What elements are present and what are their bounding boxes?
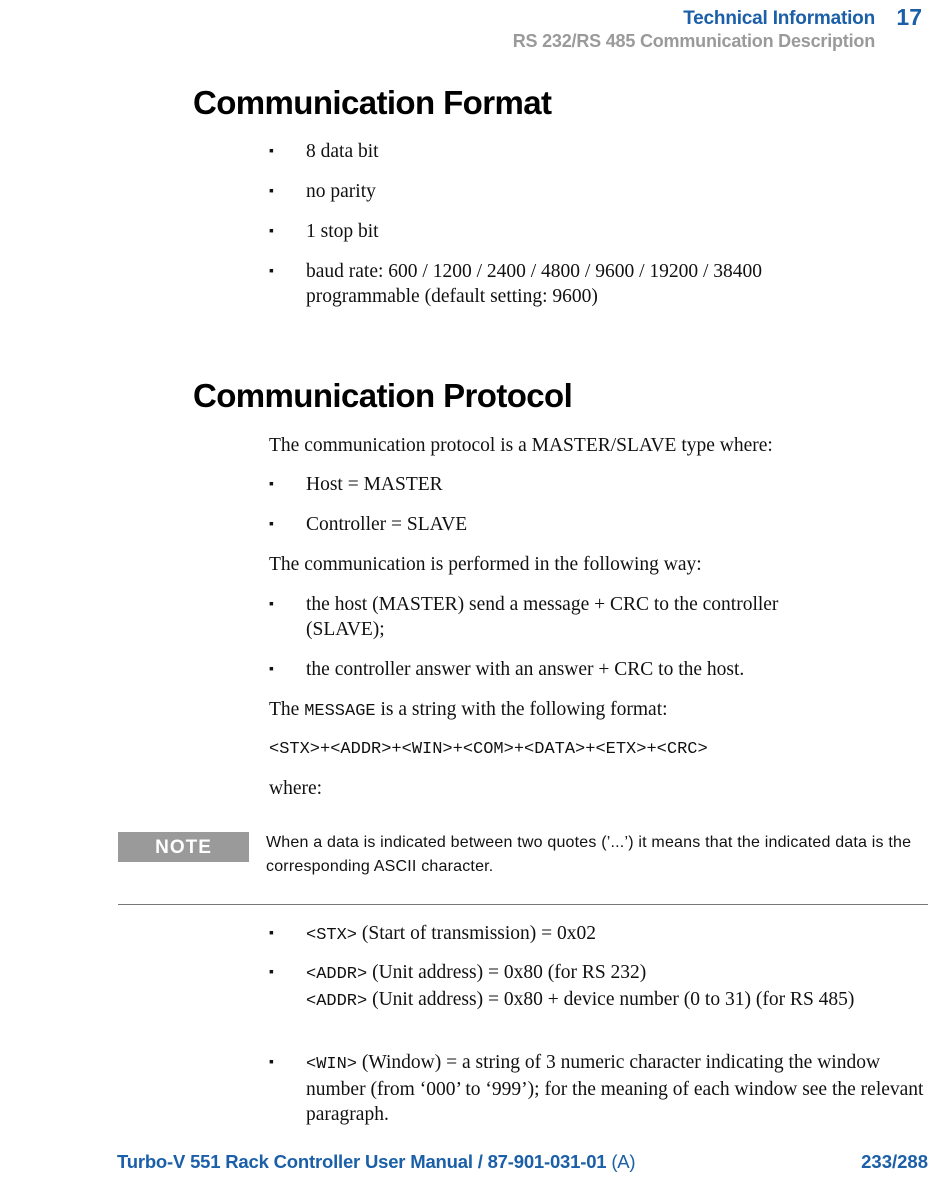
list-item-text: Host = MASTER xyxy=(306,474,443,495)
list-item-text-continued xyxy=(306,987,924,1014)
list-item-text-continued: programmable (default setting: 9600) xyxy=(306,286,598,307)
list-item-text: 8 data bit xyxy=(306,141,379,162)
win-desc: (Window) = a string of 3 numeric character indicating the window number (from ‘000’ to ‘999’); for the meaning of each window see the relevant paragraph. xyxy=(306,1052,924,1125)
protocol-intro: The communication protocol is a MASTER/SLAVE type where: xyxy=(269,435,773,456)
note-divider xyxy=(118,904,928,905)
bullet-marker: ▪ xyxy=(269,662,274,677)
list-item-text: the host (MASTER) send a message + CRC to the controller xyxy=(306,594,779,615)
list-item-text-continued: (SLAVE); xyxy=(306,619,385,640)
bullet-marker: ▪ xyxy=(269,597,274,612)
list-item xyxy=(269,219,924,244)
list-item xyxy=(269,1050,924,1127)
list-item-text: the controller answer with an answer + CRC to the host. xyxy=(306,659,745,680)
list-item xyxy=(269,657,924,682)
addr-code: <ADDR> xyxy=(306,965,368,984)
list-item-text: baud rate: 600 / 1200 / 2400 / 4800 / 9600 / 19200 / 38400 xyxy=(306,261,763,282)
footer-manual: Turbo-V 551 Rack Controller User Manual / 87-901-031-01 xyxy=(117,1151,607,1172)
note-text: When a data is indicated between two quotes (’...’) it means that the indicated data is the corresponding ASCII character. xyxy=(266,834,912,875)
list-item xyxy=(269,512,924,537)
addr-desc-485: (Unit address) = 0x80 + device number (0 to 31) (for RS 485) xyxy=(367,989,855,1010)
stx-code: <STX> xyxy=(306,926,358,945)
bullet-marker: ▪ xyxy=(269,965,274,980)
addr-code: <ADDR> xyxy=(306,992,368,1011)
list-item-text: Controller = SLAVE xyxy=(306,514,468,535)
list-item xyxy=(269,472,924,497)
message-post: is a string with the following format: xyxy=(375,699,668,720)
page-number: 233/288 xyxy=(861,1151,928,1172)
message-format: <STX>+<ADDR>+<WIN>+<COM>+<DATA>+<ETX>+<CRC> xyxy=(269,740,708,759)
format-heading: Communication Format xyxy=(193,84,552,121)
list-item-text xyxy=(306,1050,924,1127)
message-paragraph xyxy=(269,697,668,724)
list-item-text: 1 stop bit xyxy=(306,221,379,242)
addr-desc-232: (Unit address) = 0x80 (for RS 232) xyxy=(367,962,647,983)
bullet-marker: ▪ xyxy=(269,517,274,532)
footer-revision: (A) xyxy=(606,1151,636,1172)
bullet-marker: ▪ xyxy=(269,144,274,159)
bullet-marker: ▪ xyxy=(269,926,274,941)
chapter-number: 17 xyxy=(896,4,922,30)
win-code: <WIN> xyxy=(306,1055,358,1074)
list-item xyxy=(269,179,924,204)
list-item xyxy=(269,259,924,309)
header-section-title: Technical Information xyxy=(683,8,875,29)
where-label: where: xyxy=(269,778,323,799)
list-item-text xyxy=(306,960,924,987)
list-item xyxy=(269,139,924,164)
bullet-marker: ▪ xyxy=(269,184,274,199)
bullet-marker: ▪ xyxy=(269,477,274,492)
note-label: NOTE xyxy=(118,832,249,862)
list-item xyxy=(269,960,924,1014)
header-subsection-title: RS 232/RS 485 Communication Description xyxy=(512,31,875,51)
performed-paragraph: The communication is performed in the following way: xyxy=(269,554,702,575)
bullet-marker: ▪ xyxy=(269,264,274,279)
list-item-text: no parity xyxy=(306,181,376,202)
protocol-heading: Communication Protocol xyxy=(193,377,573,414)
bullet-marker: ▪ xyxy=(269,1055,274,1070)
list-item-text xyxy=(306,921,924,948)
message-code: MESSAGE xyxy=(304,702,376,721)
stx-desc: (Start of transmission) = 0x02 xyxy=(357,923,597,944)
footer-manual-title xyxy=(117,1151,635,1173)
list-item xyxy=(269,921,924,948)
list-item xyxy=(269,592,924,642)
message-pre: The xyxy=(269,699,305,720)
bullet-marker: ▪ xyxy=(269,224,274,239)
